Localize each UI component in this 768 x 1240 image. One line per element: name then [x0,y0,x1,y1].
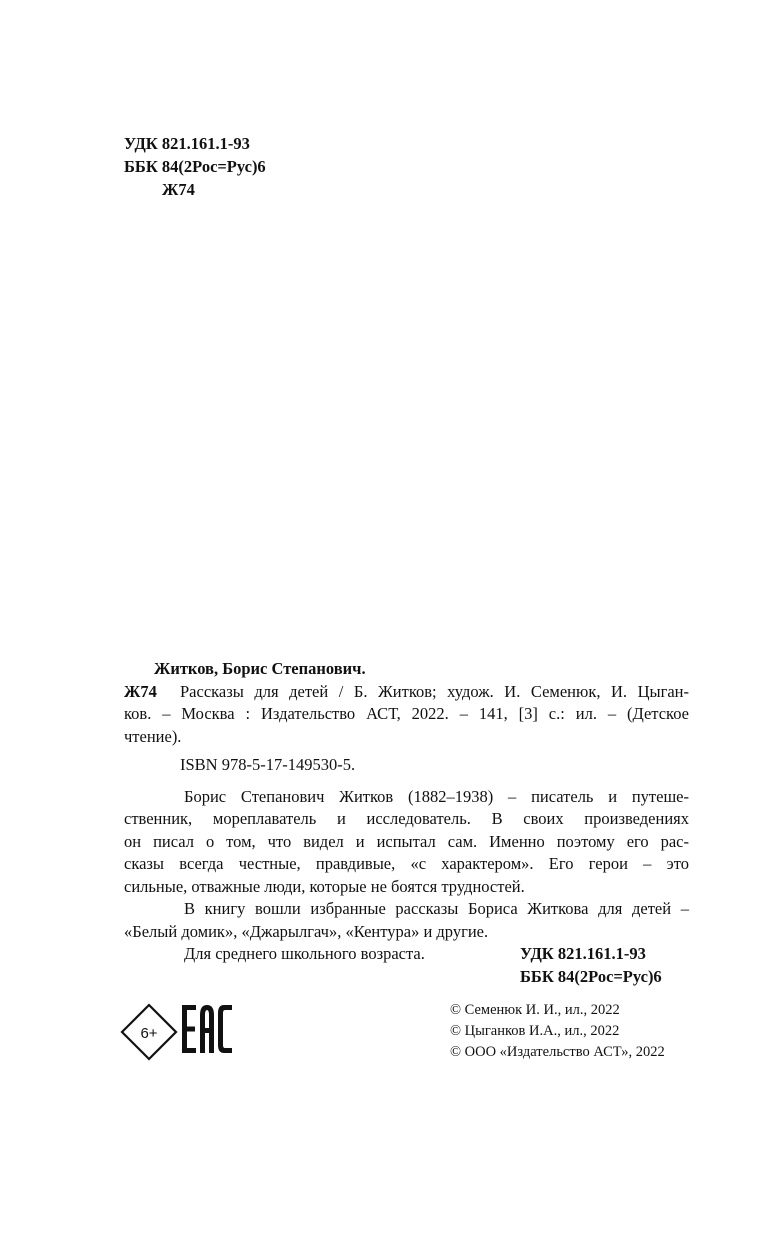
annotation-line: В книгу вошли избранные рассказы Бориса Житкова для детей – [184,899,689,918]
annotation-line: Для среднего школьного возраста. [184,944,425,963]
bottom-classification [520,942,662,988]
annotation [124,786,689,966]
isbn: ISBN 978-5-17-149530-5. [180,755,356,774]
bbk-code: ББК 84(2Рос=Рус)6 [124,157,266,176]
entry-author: Житков, Борис Степанович. [154,659,366,678]
copyright-line: © Семенюк И. И., ил., 2022 [450,1002,620,1018]
age-rating-badge [120,1003,178,1066]
annotation-line: Борис Степанович Житков (1882–1938) – писатель и путеше- [184,786,689,806]
annotation-line: сильные, отважные люди, которые не боятся трудностей. [124,876,525,896]
copyright-block [450,1000,665,1063]
eac-mark-icon [180,1005,236,1053]
annotation-line: он писал о том, что видел и испытал сам. Именно поэтому его рас- [124,831,689,851]
udk-code: УДК 821.161.1-93 [124,134,250,153]
description-line: чтение). [124,726,182,746]
udk-code-bottom: УДК 821.161.1-93 [520,944,646,963]
annotation-line: ственник, мореплаватель и исследователь. В своих произведениях [124,809,689,828]
annotation-line: сказы всегда честные, правдивые, «с характером». Его герои – это [124,854,689,873]
entry-code: Ж74 [124,681,157,701]
top-classification [124,132,266,201]
author-sign: Ж74 [162,180,195,199]
catalog-entry [124,658,689,966]
bbk-code-bottom: ББК 84(2Рос=Рус)6 [520,967,662,986]
age-rating-text: 6+ [140,1025,158,1042]
copyright-line: © Цыганков И.А., ил., 2022 [450,1023,620,1039]
annotation-line: «Белый домик», «Джарылгач», «Кентура» и другие. [124,921,489,941]
entry-description [124,681,689,749]
description-line: Рассказы для детей / Б. Житков; худож. И. Семенюк, И. Цыган- [180,681,689,701]
diamond-icon [120,1003,178,1061]
description-line: ков. – Москва : Издательство АСТ, 2022. – 141, [3] с.: ил. – (Детское [124,704,689,723]
copyright-line: © ООО «Издательство АСТ», 2022 [450,1044,665,1060]
eac-logo [180,1005,236,1058]
